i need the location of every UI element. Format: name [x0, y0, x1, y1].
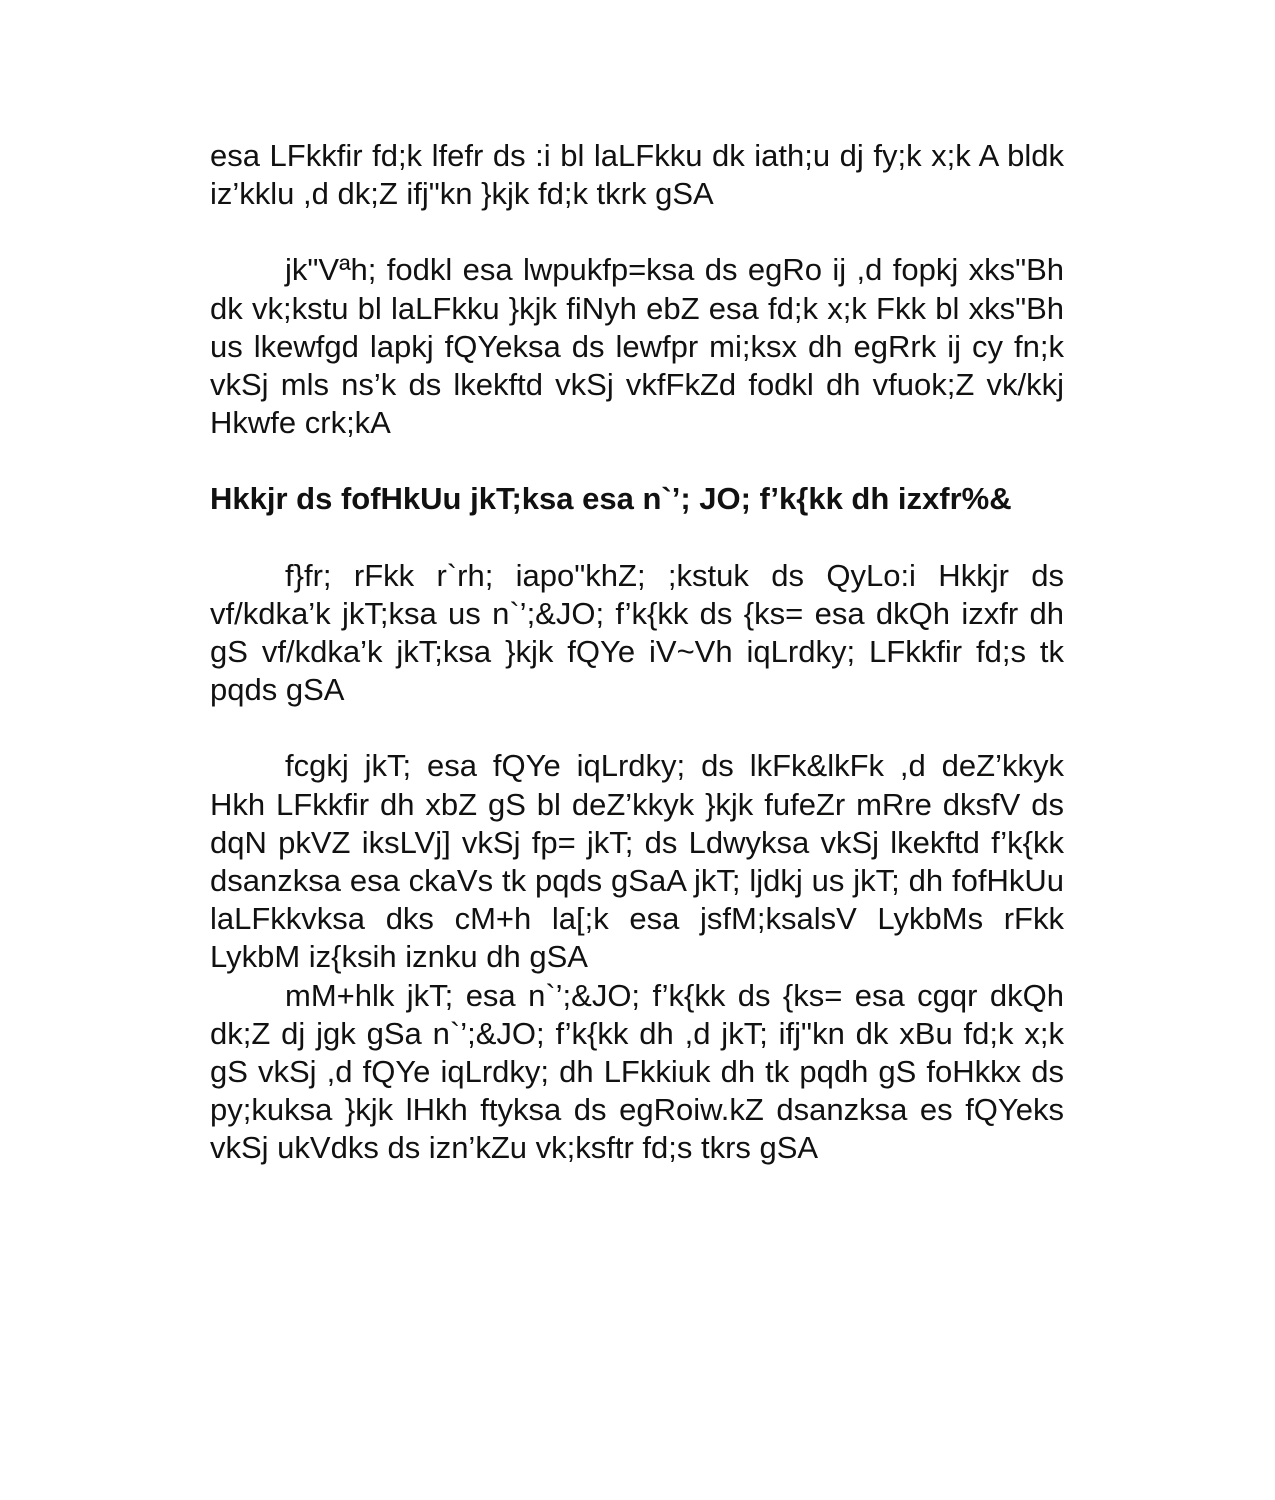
paragraph-progress: f}fr; rFkk r`rh; iapo"khZ; ;kstuk ds QyLo:i Hkkjr ds vf/kdka’k jkT;ksa us n`’;&JO; f’k{kk ds {ks= esa dkQh izxfr dh gS vf/kdka’k jkT;ksa }kjk fQYe iV~Vh iqLrdky; LFkkfir fd;s tk pqds gSA	[210, 557, 1064, 708]
document-page	[210, 137, 1064, 1168]
paragraph-seminar: jk"Vªh; fodkl esa lwpukfp=ksa ds egRo ij ,d fopkj xks"Bh dk vk;kstu bl laLFkku }kjk fiNyh ebZ esa fd;k x;k Fkk bl xks"Bh us lkewfgd lapkj fQYeksa ds lewfpr mi;ksx dh egRrk ij cy fn;k vkSj mls ns’k ds lkekftd vkSj vkfFkZd fodkl dh vfuok;Z vk/kkj Hkwfe crk;kA	[210, 252, 1064, 441]
paragraph-odisha: mM+hlk jkT; esa n`’;&JO; f’k{kk ds {ks= esa cgqr dkQh dk;Z dj jgk gSa n`’;&JO; f’k{kk dh ,d jkT; ifj"kn dk xBu fd;k x;k gS vkSj ,d fQYe iqLrdky; dh LFkkiuk dh tk pqdh gS foHkkx ds py;kuksa }kjk lHkh ftyksa ds egRoiw.kZ dsanzksa es fQYeks vkSj ukVdks ds izn’kZu vk;ksftr fd;s tkrs gSA	[210, 977, 1064, 1166]
paragraph-intro: esa LFkkfir fd;k lfefr ds :i bl laLFkku dk iath;u dj fy;k x;k A bldk iz’kklu ,d dk;Z ifj"kn }kjk fd;k tkrk gSA	[210, 138, 1064, 212]
section-heading: Hkkjr ds fofHkUu jkT;ksa esa n`’; JO; f’k{kk dh izxfr%&	[210, 481, 1012, 517]
paragraph-bihar: fcgkj jkT; esa fQYe iqLrdky; ds lkFk&lkFk ,d deZ’kkyk Hkh LFkkfir dh xbZ gS bl deZ’kkyk }kjk fufeZr mRre dksfV ds dqN pkVZ iksLVj] vkSj fp= jkT; ds Ldwyksa vkSj lkekftd f’k{kk dsanzksa esa ckaVs tk pqds gSaA jkT; ljdkj us jkT; dh fofHkUu laLFkkvksa dks cM+h la[;k esa jsfM;ksalsV LykbMs rFkk LykbM iz{ksih iznku dh gSA	[210, 748, 1064, 975]
